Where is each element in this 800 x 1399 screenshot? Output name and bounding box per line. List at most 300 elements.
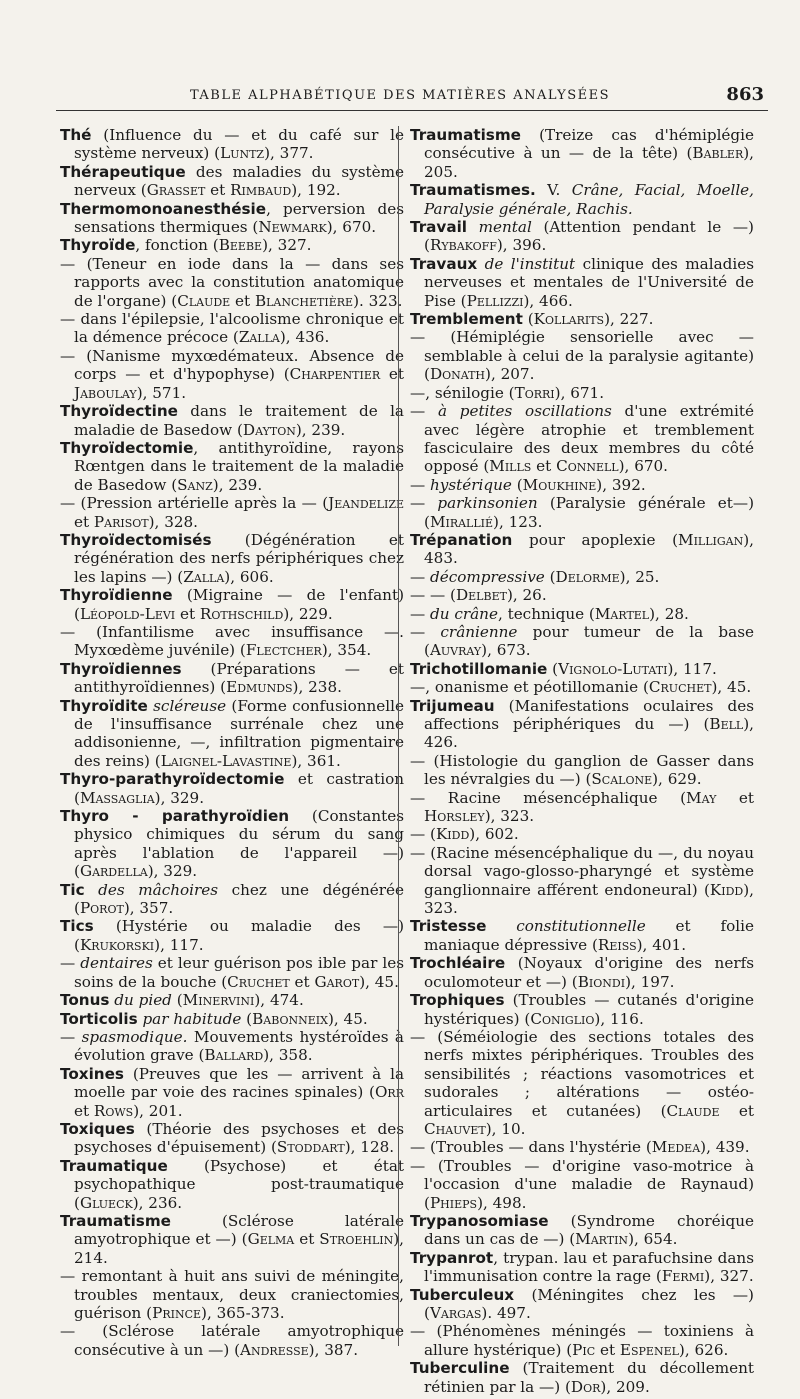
- entry-text: ), 365-373.: [201, 1304, 285, 1322]
- entry-text: dans le traitement de la maladie de Basedow (: [74, 402, 404, 439]
- entry-headword: Thyroïdienne: [60, 586, 173, 605]
- entry-author: Delorme: [555, 567, 620, 586]
- entry-author: Charpentier: [289, 365, 381, 384]
- header-rule: [56, 110, 768, 111]
- entry-text: — (Troubles — dans l'hystérie (: [410, 1138, 652, 1157]
- index-entry: [60, 660, 404, 697]
- entry-text: — (Infantilisme avec insuffisance —. Myxœdème juvénile) (: [60, 622, 404, 660]
- entry-author: Biondi: [577, 972, 626, 991]
- entry-author: Mirallié: [429, 512, 494, 531]
- entry-text: ), 128.: [344, 1138, 395, 1157]
- entry-text: — (Histologie du ganglion de Gasser dans les névralgies du —) (: [410, 751, 754, 789]
- index-entry: [60, 1120, 404, 1157]
- index-entry: [410, 310, 754, 328]
- entry-text: et: [289, 972, 315, 991]
- index-entry: [410, 844, 754, 918]
- entry-author: Scalone: [591, 770, 653, 789]
- index-entry: [60, 200, 404, 237]
- entry-text: ), 238.: [292, 678, 342, 697]
- index-entry: [60, 163, 404, 200]
- entry-text: ), 205.: [424, 144, 754, 181]
- entry-author: Vargas: [429, 1304, 482, 1322]
- entry-text: ), 236.: [132, 1193, 183, 1212]
- entry-author: Blanchetière: [254, 291, 354, 310]
- entry-author: Sanz: [177, 475, 213, 494]
- entry-text: (: [171, 991, 183, 1010]
- index-column-left: [60, 126, 404, 1359]
- index-entry: [410, 678, 754, 696]
- entry-author: Jeandelize: [328, 494, 404, 513]
- entry-text: pour tumeur de la base (: [424, 622, 754, 660]
- entry-text: (Troubles — cutanés d'origine hystériques) (: [424, 991, 754, 1028]
- entry-text: — — (: [410, 586, 456, 605]
- index-entry: [410, 1028, 754, 1138]
- index-entry: [60, 586, 404, 623]
- index-entry: [60, 236, 404, 254]
- entry-text: (: [511, 475, 523, 494]
- entry-text: ), 10.: [485, 1119, 526, 1138]
- index-entry: [410, 218, 754, 255]
- entry-text: —: [410, 567, 431, 586]
- index-entry: [410, 1359, 754, 1396]
- entry-author: Kollarits: [533, 310, 605, 329]
- entry-text: ), 117.: [154, 935, 204, 954]
- entry-author: Kidd: [435, 825, 470, 844]
- index-entry: [60, 1028, 404, 1065]
- entry-text: ), 670.: [618, 457, 669, 476]
- entry-author: Rows: [93, 1101, 134, 1120]
- entry-author: Torri: [514, 383, 555, 402]
- entry-text: ), 323.: [424, 880, 754, 918]
- entry-text: ), 357.: [123, 899, 174, 918]
- entry-text: ), 197.: [625, 972, 675, 991]
- entry-text: ), 466.: [523, 291, 573, 310]
- index-entry: [60, 1267, 404, 1322]
- index-entry: [410, 126, 754, 181]
- entry-text: ), 123.: [493, 512, 543, 531]
- entry-text: [486, 917, 516, 935]
- entry-text: —: [410, 402, 438, 421]
- entry-text: ), 327.: [704, 1267, 754, 1286]
- entry-text: et: [716, 788, 755, 807]
- entry-text: — (Teneur en iode dans la — dans ses rapports avec la constitution anatomique de l'organe) (: [60, 254, 404, 310]
- entry-italic-text: dentaires: [80, 954, 153, 973]
- entry-author: Gardella: [79, 862, 148, 881]
- entry-text: ), 354.: [321, 641, 372, 660]
- index-entry: [60, 954, 404, 991]
- index-entry: [410, 752, 754, 789]
- index-column-right: [410, 126, 754, 1396]
- entry-author: Prince: [152, 1304, 202, 1322]
- entry-text: ), 329.: [154, 788, 205, 807]
- entry-headword: Travail: [410, 218, 467, 237]
- index-entry: [410, 255, 754, 310]
- index-entry: [60, 1212, 404, 1267]
- index-entry: [410, 605, 754, 623]
- index-entry: [60, 917, 404, 954]
- entry-author: Edmunds: [226, 678, 293, 697]
- entry-text: [477, 255, 484, 273]
- entry-text: et: [531, 457, 557, 476]
- entry-author: Krukorski: [79, 935, 155, 954]
- index-entry: [410, 568, 754, 586]
- entry-text: —: [410, 494, 438, 513]
- entry-author: Rothschild: [199, 604, 284, 623]
- entry-text: (Influence du — et du café sur le système nerveux) (: [74, 126, 404, 163]
- entry-text: (Preuves que les — arrivent à la moelle par voie des racines spinales) (: [74, 1064, 404, 1102]
- entry-headword: Trochléaire: [410, 954, 506, 973]
- index-entry: [410, 991, 754, 1028]
- index-entry: [60, 310, 404, 347]
- entry-text: et: [595, 1340, 620, 1359]
- entry-text: — (Nanisme myxœdémateux. Absence de corps — et d'hypophyse) (: [60, 346, 404, 384]
- entry-text: ), 117.: [667, 659, 717, 678]
- entry-text: ), 214.: [74, 1230, 405, 1267]
- index-entry: [60, 255, 404, 310]
- entry-text: V.: [535, 181, 572, 200]
- index-entry: [410, 531, 754, 568]
- entry-text: , technique (: [497, 604, 595, 623]
- entry-text: (Paralysie générale et—) (: [424, 494, 755, 531]
- entry-text: —, sénilogie (: [410, 383, 515, 402]
- entry-author: Martel: [594, 604, 650, 623]
- entry-author: Porot: [79, 899, 124, 918]
- entry-author: Pellizzi: [466, 291, 524, 310]
- entry-text: ), 45.: [327, 1009, 368, 1028]
- index-entry: [60, 1010, 404, 1028]
- entry-text: et castration (: [74, 770, 404, 807]
- entry-author: Rybakoff: [429, 236, 497, 255]
- entry-italic-text: scléreuse: [153, 696, 227, 715]
- entry-text: ), 387.: [308, 1340, 359, 1359]
- entry-text: (Psychose) et état psychopathique post-traumatique (: [74, 1156, 404, 1212]
- entry-italic-text: Crâne, Facial, Moelle, Paralysie générale, Rachis.: [424, 181, 754, 218]
- entry-text: ), 25.: [619, 567, 660, 586]
- entry-text: ), 396.: [496, 236, 547, 255]
- entry-text: — Racine mésencéphalique (: [410, 788, 687, 807]
- entry-text: et: [380, 365, 405, 384]
- entry-text: ), 28.: [649, 604, 689, 623]
- entry-author: Zalla: [183, 567, 225, 586]
- entry-text: — (Pression artérielle après la — (: [60, 494, 329, 513]
- entry-headword: Traumatismes.: [410, 181, 536, 200]
- entry-author: Glueck: [79, 1193, 133, 1212]
- entry-text: —: [60, 954, 81, 973]
- entry-headword: Tonus: [60, 991, 110, 1010]
- entry-author: Connell: [556, 457, 619, 476]
- entry-italic-text: du pied: [114, 991, 172, 1010]
- entry-headword: Thyroïdectine: [60, 402, 178, 421]
- entry-author: Vignolo-Lutati: [558, 659, 668, 678]
- entry-author: Moukhine: [522, 475, 597, 494]
- entry-text: ), 229.: [283, 604, 333, 623]
- entry-headword: Tuberculine: [410, 1359, 510, 1378]
- index-entry: [410, 402, 754, 476]
- entry-headword: Tuberculeux: [410, 1285, 515, 1304]
- entry-author: Donath: [429, 365, 486, 384]
- entry-author: Dayton: [242, 420, 296, 439]
- entry-text: —: [410, 622, 441, 641]
- entry-italic-text: constitutionnelle: [516, 917, 646, 936]
- index-entry: [60, 439, 404, 494]
- entry-author: Fermi: [661, 1267, 705, 1286]
- entry-text: ), 358.: [263, 1046, 313, 1065]
- index-entry: [410, 1138, 754, 1156]
- entry-author: Newmark: [258, 218, 327, 237]
- index-entry: [60, 347, 404, 402]
- entry-headword: Trypanrot: [410, 1248, 494, 1267]
- entry-text: (Théorie des psychoses et des psychoses d'épuisement) (: [74, 1119, 404, 1157]
- entry-text: — (Phénomènes méningés — toxiniens à allure hystérique) (: [410, 1322, 754, 1359]
- index-entry: [60, 494, 404, 531]
- entry-author: Minervini: [182, 991, 255, 1010]
- index-entry: [410, 623, 754, 660]
- entry-author: Claude: [666, 1101, 720, 1120]
- entry-text: ), 209.: [600, 1377, 650, 1396]
- entry-italic-text: décompressive: [430, 567, 545, 586]
- entry-text: (Forme confusionnelle de l'insuffisance surrénale chez une addisonienne, —, infiltration pigmentaire des reins) (: [74, 696, 404, 770]
- entry-text: ), 436.: [279, 328, 330, 347]
- entry-text: ), 673.: [481, 641, 531, 660]
- index-entry: [410, 825, 754, 843]
- entry-author: Phieps: [429, 1193, 478, 1212]
- entry-text: (Hystérie ou maladie des —) (: [74, 917, 404, 954]
- entry-text: des maladies du système nerveux (: [74, 162, 404, 200]
- entry-text: et: [175, 604, 200, 623]
- entry-author: Andresse: [240, 1340, 309, 1359]
- entry-headword: Trypanosomiase: [410, 1211, 549, 1230]
- index-entry: [60, 697, 404, 771]
- entry-text: ), 26.: [506, 586, 547, 605]
- entry-headword: Traumatisme: [60, 1211, 171, 1230]
- entry-author: Luntz: [220, 144, 265, 163]
- entry-headword: Thermomonoanesthésie: [60, 199, 267, 218]
- entry-text: [85, 881, 99, 899]
- entry-author: Pic: [572, 1340, 596, 1359]
- entry-text: ), 606.: [224, 567, 274, 586]
- entry-text: ), 323.: [484, 807, 535, 826]
- column-divider: [398, 126, 399, 1346]
- index-entry: [60, 531, 404, 586]
- entry-author: Espenel: [619, 1340, 679, 1359]
- entry-text: ), 483.: [424, 530, 754, 568]
- index-entry: [410, 328, 754, 383]
- entry-author: Delbet: [455, 586, 507, 605]
- entry-text: (: [544, 567, 556, 586]
- index-entry: [410, 1322, 754, 1359]
- entry-text: [467, 218, 479, 236]
- entry-headword: Thyro-parathyroïdectomie: [60, 770, 285, 789]
- entry-author: Zalla: [238, 328, 280, 347]
- entry-text: — (Séméiologie des sections totales des nerfs mixtes périphériques. Troubles des sensibilités ; réactions vasomotrices et sudorales ; altérations — ostéo-articulaires et cutanées) (: [410, 1027, 754, 1120]
- entry-author: May: [686, 788, 717, 807]
- entry-text: ), 201.: [133, 1101, 183, 1120]
- entry-text: et: [230, 291, 255, 310]
- entry-text: ), 602.: [469, 825, 519, 844]
- entry-italic-text: des mâchoires: [98, 880, 219, 899]
- entry-text: chez une dégénérée (: [74, 880, 404, 918]
- entry-text: ), 474.: [254, 991, 304, 1010]
- index-entry: [60, 126, 404, 163]
- entry-italic-text: par habitude: [142, 1009, 242, 1028]
- index-entry: [410, 917, 754, 954]
- entry-author: Kidd: [709, 880, 744, 899]
- entry-text: et: [294, 1230, 320, 1249]
- entry-text: ), 377.: [264, 144, 314, 163]
- index-entry: [410, 476, 754, 494]
- entry-text: ), 45.: [711, 678, 752, 697]
- entry-text: , antithyroïdine, rayons Rœntgen dans le traitement de la maladie de Basedow (: [74, 438, 404, 494]
- index-entry: [410, 789, 754, 826]
- entry-text: ), 498.: [477, 1193, 527, 1212]
- entry-italic-text: spasmodique.: [81, 1027, 188, 1046]
- entry-text: pour apoplexie (: [512, 530, 679, 549]
- entry-text: et: [74, 1101, 94, 1120]
- entry-text: et: [74, 512, 94, 531]
- entry-text: (Traitement du décollement rétinien par la —) (: [424, 1359, 754, 1396]
- entry-headword: Travaux: [410, 254, 478, 273]
- entry-author: Mills: [489, 457, 532, 476]
- index-entry: [60, 770, 404, 807]
- entry-headword: Trophiques: [410, 991, 505, 1010]
- entry-headword: Trijumeau: [410, 696, 495, 715]
- entry-text: (: [241, 1009, 253, 1028]
- entry-text: et folie maniaque dépressive (: [424, 917, 754, 954]
- entry-headword: Trépanation: [410, 530, 513, 549]
- entry-text: (Migraine — de l'enfant) (: [74, 586, 404, 623]
- entry-text: ), 239.: [295, 420, 346, 439]
- page-number: 863: [726, 84, 764, 105]
- entry-text: — remontant à huit ans suivi de méningite, troubles mentaux, deux craniectomies, guérison (: [60, 1267, 404, 1322]
- entry-author: Medea: [651, 1138, 701, 1157]
- entry-text: ), 426.: [424, 715, 754, 752]
- entry-text: et: [719, 1101, 755, 1120]
- entry-headword: Toxiques: [60, 1119, 135, 1138]
- entry-author: Babler: [692, 144, 744, 163]
- entry-italic-text: de l'institut: [484, 254, 576, 273]
- entry-headword: Tremblement: [410, 310, 523, 329]
- index-entry: [410, 586, 754, 604]
- index-entry: [60, 623, 404, 660]
- entry-text: ), 626.: [678, 1340, 729, 1359]
- index-entry: [410, 1249, 754, 1286]
- entry-author: Beebe: [218, 236, 263, 255]
- entry-text: ), 239.: [212, 475, 263, 494]
- entry-author: Jaboulay: [74, 383, 137, 402]
- entry-text: d'une extrémité avec légère atrophie et tremblement fasciculaire des deux membres du côté opposé (: [424, 402, 754, 476]
- entry-text: — (Sclérose latérale amyotrophique consécutive à un —) (: [60, 1322, 404, 1359]
- entry-headword: Thyroïde: [60, 236, 136, 255]
- entry-text: clinique des maladies nerveuses et mentales de l'Université de Pise (: [424, 254, 754, 310]
- entry-author: Parisot: [93, 512, 149, 531]
- entry-text: —, onanisme et péotillomanie (: [410, 678, 649, 697]
- entry-author: Coniglio: [530, 1009, 595, 1028]
- index-entry: [410, 1157, 754, 1212]
- entry-text: ), 45.: [359, 972, 399, 991]
- entry-text: ). 323.: [353, 291, 403, 310]
- entry-headword: Thérapeutique: [60, 162, 186, 181]
- entry-text: ), 654.: [628, 1230, 678, 1249]
- entry-text: ), 670.: [326, 218, 377, 237]
- entry-text: — (: [410, 825, 436, 844]
- index-entry: [410, 494, 754, 531]
- entry-author: Stoddart: [276, 1138, 345, 1157]
- entry-text: (: [522, 310, 534, 329]
- entry-italic-text: crânienne: [440, 622, 518, 641]
- entry-text: (Syndrome choréique dans un cas de —) (: [424, 1211, 754, 1249]
- entry-headword: Tic: [60, 880, 85, 899]
- entry-text: — (Racine mésencéphalique du —, du noyau dorsal vago-glosso-pharyngé et système ganglionnaire afférent endoneural) (: [410, 843, 754, 899]
- entry-text: (Constantes physico chimiques du sérum du sang après l'ablation de l'appareil —) (: [74, 807, 404, 881]
- entry-text: ), 571.: [136, 383, 187, 402]
- entry-author: Stroehlin: [319, 1230, 394, 1249]
- entry-author: Orr: [374, 1083, 404, 1102]
- entry-headword: Thyroïdectomie: [60, 438, 194, 457]
- index-entry: [60, 807, 404, 881]
- entry-text: ), 327.: [262, 236, 312, 255]
- entry-headword: Traumatique: [60, 1156, 168, 1175]
- entry-text: (Manifestations oculaires des affections périphériques du —) (: [424, 696, 754, 733]
- entry-author: Massaglia: [79, 788, 155, 807]
- entry-headword: Thyro - parathyroïdien: [60, 807, 290, 826]
- entry-text: , trypan. lau et parafuchsine dans l'immunisation contre la rage (: [424, 1248, 754, 1286]
- entry-text: (Méningites chez les —) (: [424, 1285, 754, 1322]
- index-entry: [410, 660, 754, 678]
- entry-author: Claude: [177, 291, 231, 310]
- entry-author: Cruchet: [227, 972, 290, 991]
- entry-author: Cruchet: [648, 678, 712, 697]
- entry-text: —: [410, 604, 431, 623]
- entry-author: Garot: [314, 972, 360, 991]
- index-entry: [410, 697, 754, 752]
- index-entry: [60, 881, 404, 918]
- entry-headword: Traumatisme: [410, 126, 521, 144]
- entry-text: ), 116.: [594, 1009, 644, 1028]
- entry-author: Flectcher: [245, 641, 322, 660]
- entry-text: — (Troubles — d'origine vaso-motrice à l'occasion d'une maladie de Raynaud) (: [410, 1156, 754, 1212]
- entry-text: , perversion des sensations thermiques (: [74, 199, 404, 237]
- entry-text: , fonction (: [135, 236, 219, 255]
- index-entry: [410, 181, 754, 218]
- entry-text: —: [410, 475, 431, 494]
- entry-text: et leur guérison pos ible par les soins de la bouche (: [74, 954, 404, 991]
- entry-author: Reiss: [597, 935, 637, 954]
- entry-author: Rimbaud: [230, 181, 292, 200]
- entry-headword: Tristesse: [410, 917, 487, 936]
- entry-text: ), 361.: [291, 751, 341, 770]
- entry-text: (Treize cas d'hémiplégie consécutive à un — de la tête) (: [424, 126, 754, 163]
- entry-author: Babonneix: [252, 1009, 328, 1028]
- entry-author: Auvray: [429, 641, 482, 660]
- entry-italic-text: mental: [478, 218, 532, 237]
- entry-text: ), 207.: [485, 365, 535, 384]
- entry-text: ), 192.: [291, 181, 341, 200]
- entry-author: Bell: [709, 715, 744, 733]
- entry-text: (Dégénération et régénération des nerfs périphériques chez les lapins —) (: [74, 530, 404, 586]
- entry-text: ), 227.: [604, 310, 654, 329]
- entry-italic-text: parkinsonien: [437, 494, 538, 513]
- entry-author: Dor: [570, 1377, 601, 1396]
- entry-headword: Tics: [60, 917, 94, 936]
- index-entry: [410, 384, 754, 402]
- running-title: TABLE ALPHABÉTIQUE DES MATIÈRES ANALYSÉES: [189, 88, 611, 103]
- entry-italic-text: à petites oscillations: [437, 402, 612, 421]
- entry-text: ), 439.: [700, 1138, 750, 1157]
- entry-author: Laignel-Lavastine: [160, 751, 292, 770]
- entry-italic-text: du crâne: [430, 604, 498, 623]
- entry-text: (Attention pendant le —) (: [424, 218, 754, 255]
- entry-text: Mouvements hystéroïdes à évolution grave (: [74, 1027, 404, 1065]
